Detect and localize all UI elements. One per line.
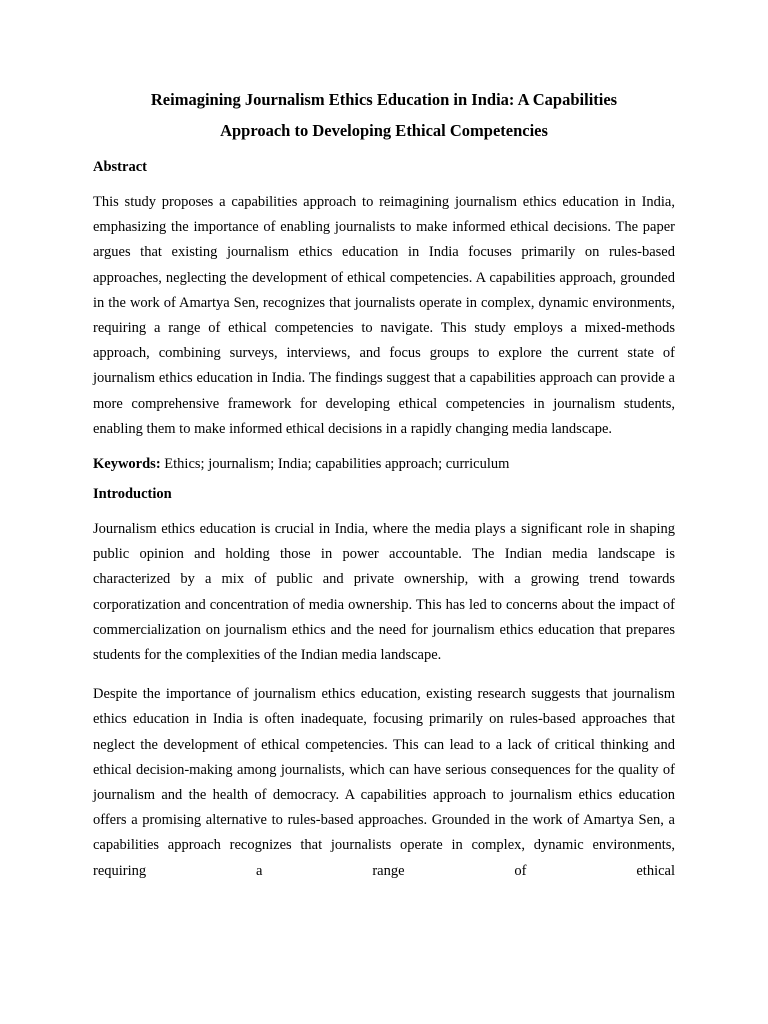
intro-paragraph-2: Despite the importance of journalism ethics education, existing research suggests that journalism ethics education in India is often inadequate, focusing primarily on rules-based approaches that neglect the development of ethical competencies. This can lead to a lack of critical thinking and ethical decision-making among journalists, which can have serious consequences for the quality of journalism and the health of democracy. A capabilities approach to journalism ethics education offers a promising alternative to rules-based approaches. Grounded in the work of Amartya Sen, a capabilities approach recognizes that journalists operate in complex, dynamic environments, requiring a range of ethical (93, 686, 675, 879)
intro-paragraph-1: Journalism ethics education is crucial in India, where the media plays a significant role in shaping public opinion and holding those in power accountable. The Indian media landscape is characterized by a mix of public and private ownership, with a growing trend towards corporatization and concentration of media ownership. This has led to concerns about the impact of commercialization on journalism ethics and the need for journalism ethics education that prepares students for the complexities of the Indian media landscape. (93, 521, 675, 664)
introduction-heading: Introduction (93, 486, 172, 503)
keywords-text: Ethics; journalism; India; capabilities approach; curriculum (160, 456, 510, 473)
title-line-1: Reimagining Journalism Ethics Education in India: A Capabilities (150, 90, 618, 109)
paper-title (93, 84, 675, 146)
keywords-label: Keywords: (93, 456, 161, 473)
title-line-2: Approach to Developing Ethical Competencies (220, 121, 548, 140)
paper-page (93, 84, 675, 884)
abstract-text: This study proposes a capabilities approach to reimagining journalism ethics education in India, emphasizing the importance of enabling journalists to make informed ethical decisions. The paper argues that existing journalism ethics education in India focuses primarily on rules-based approaches, neglecting the development of ethical competencies. A capabilities approach, grounded in the work of Amartya Sen, recognizes that journalists operate in complex, dynamic environments, requiring a range of ethical competencies to navigate. This study employs a mixed-methods approach, combining surveys, interviews, and focus groups to explore the current state of journalism ethics education in India. The findings suggest that a capabilities approach can provide a more comprehensive framework for developing ethical competencies in journalism students, enabling them to make informed ethical decisions in a rapidly changing media landscape. (93, 194, 675, 437)
keywords-line (93, 455, 675, 473)
abstract-heading: Abstract (93, 159, 147, 175)
